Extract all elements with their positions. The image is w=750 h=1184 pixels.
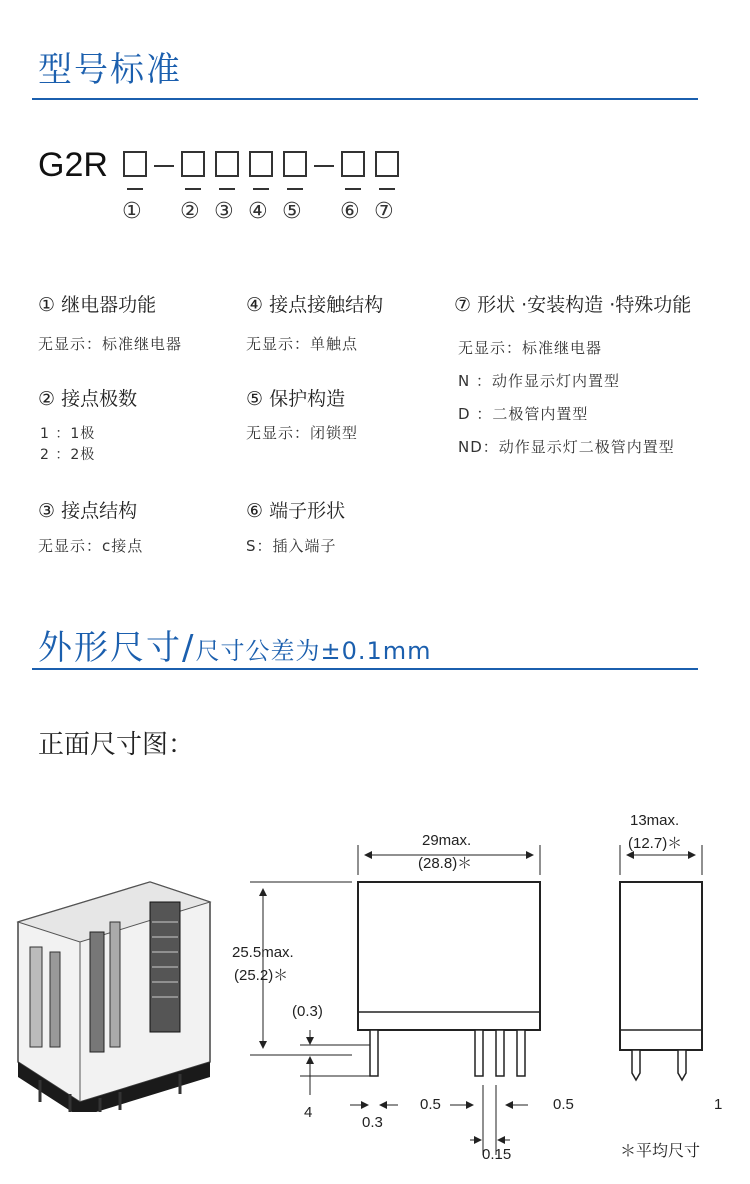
item-number: ②	[38, 388, 56, 410]
item-heading	[246, 496, 345, 523]
section-title-main: 外形尺寸/	[38, 628, 196, 668]
dim-pin-gap: 0.15	[482, 1146, 512, 1163]
model-slot-1	[123, 151, 147, 177]
section-title-model: 型号标准	[38, 50, 182, 90]
slot-number: ③	[214, 199, 234, 224]
dim-depth-max: 13max.	[630, 812, 680, 829]
item-title: 保护构造	[269, 388, 346, 410]
item-title: 形状 ·安装构造 ·特殊功能	[477, 294, 692, 316]
item-number: ⑥	[246, 500, 264, 522]
section-title-sub: 尺寸公差为±0.1mm	[195, 637, 432, 665]
slot-underline	[379, 188, 395, 190]
slot-number: ⑦	[374, 199, 394, 224]
dim-width-max: 29max.	[422, 832, 472, 849]
dim-pin-length: 4	[304, 1104, 313, 1121]
item-heading	[38, 290, 156, 317]
slot-underline	[219, 188, 235, 190]
dim-depth-avg: (12.7)＊	[628, 835, 683, 852]
item-text: 无显示：闭锁型	[246, 424, 359, 442]
item-number: ⑤	[246, 388, 264, 410]
item-text: 无显示：标准继电器	[38, 335, 183, 353]
slot-number: ⑥	[340, 199, 360, 224]
slot-number: ①	[122, 199, 142, 224]
item-heading	[246, 290, 383, 317]
item-text: 1 ：1极	[40, 426, 96, 442]
model-slot-4	[249, 151, 273, 177]
item-heading	[38, 384, 137, 411]
item-text: ND：动作显示灯二极管内置型	[458, 438, 675, 456]
dim-height-max: 25.5max.	[232, 944, 294, 961]
side-view-drawing	[600, 835, 730, 1095]
slot-underline	[287, 188, 303, 190]
item-title: 接点接触结构	[269, 294, 384, 316]
model-slot-5	[283, 151, 307, 177]
relay-photo	[10, 862, 220, 1112]
model-slot-2	[181, 151, 205, 177]
model-dash	[154, 165, 174, 167]
item-text: N ：动作显示灯内置型	[458, 372, 620, 390]
item-heading	[454, 290, 691, 317]
model-slot-6	[341, 151, 365, 177]
item-text: 无显示：c接点	[38, 537, 144, 555]
model-slot-3	[215, 151, 239, 177]
front-view-label: 正面尺寸图：	[38, 730, 195, 760]
item-number: ④	[246, 294, 264, 316]
item-number: ⑦	[454, 294, 472, 316]
item-heading	[246, 384, 345, 411]
model-slot-7	[375, 151, 399, 177]
dim-pin-width: 0.3	[362, 1114, 383, 1131]
item-title: 继电器功能	[61, 294, 157, 316]
dim-side-pin: 1	[714, 1096, 723, 1113]
dim-pitch-right: 0.5	[553, 1096, 574, 1113]
item-title: 接点结构	[61, 500, 138, 522]
item-title: 端子形状	[269, 500, 346, 522]
model-prefix: G2R	[38, 146, 108, 184]
item-text: S：插入端子	[246, 537, 337, 555]
item-text: D ：二极管内置型	[458, 405, 589, 423]
section-divider	[32, 668, 698, 670]
dim-pitch-left: 0.5	[420, 1096, 441, 1113]
slot-number: ②	[180, 199, 200, 224]
section-divider	[32, 98, 698, 100]
section-title-dimensions	[38, 620, 432, 669]
item-title: 接点极数	[61, 388, 138, 410]
item-heading	[38, 496, 137, 523]
slot-underline	[185, 188, 201, 190]
slot-number: ⑤	[282, 199, 302, 224]
item-text: 无显示：单触点	[246, 335, 359, 353]
dim-gap: (0.3)	[292, 1003, 323, 1020]
dim-width-avg: (28.8)＊	[418, 855, 473, 872]
item-number: ③	[38, 500, 56, 522]
slot-underline	[253, 188, 269, 190]
dim-height-avg: (25.2)＊	[234, 967, 289, 984]
slot-number: ④	[248, 199, 268, 224]
dim-note: ＊平均尺寸	[620, 1143, 701, 1160]
slot-underline	[127, 188, 143, 190]
slot-underline	[345, 188, 361, 190]
model-dash	[314, 165, 334, 167]
item-number: ①	[38, 294, 56, 316]
item-text: 2 ：2极	[40, 447, 96, 463]
item-text: 无显示：标准继电器	[458, 339, 603, 357]
